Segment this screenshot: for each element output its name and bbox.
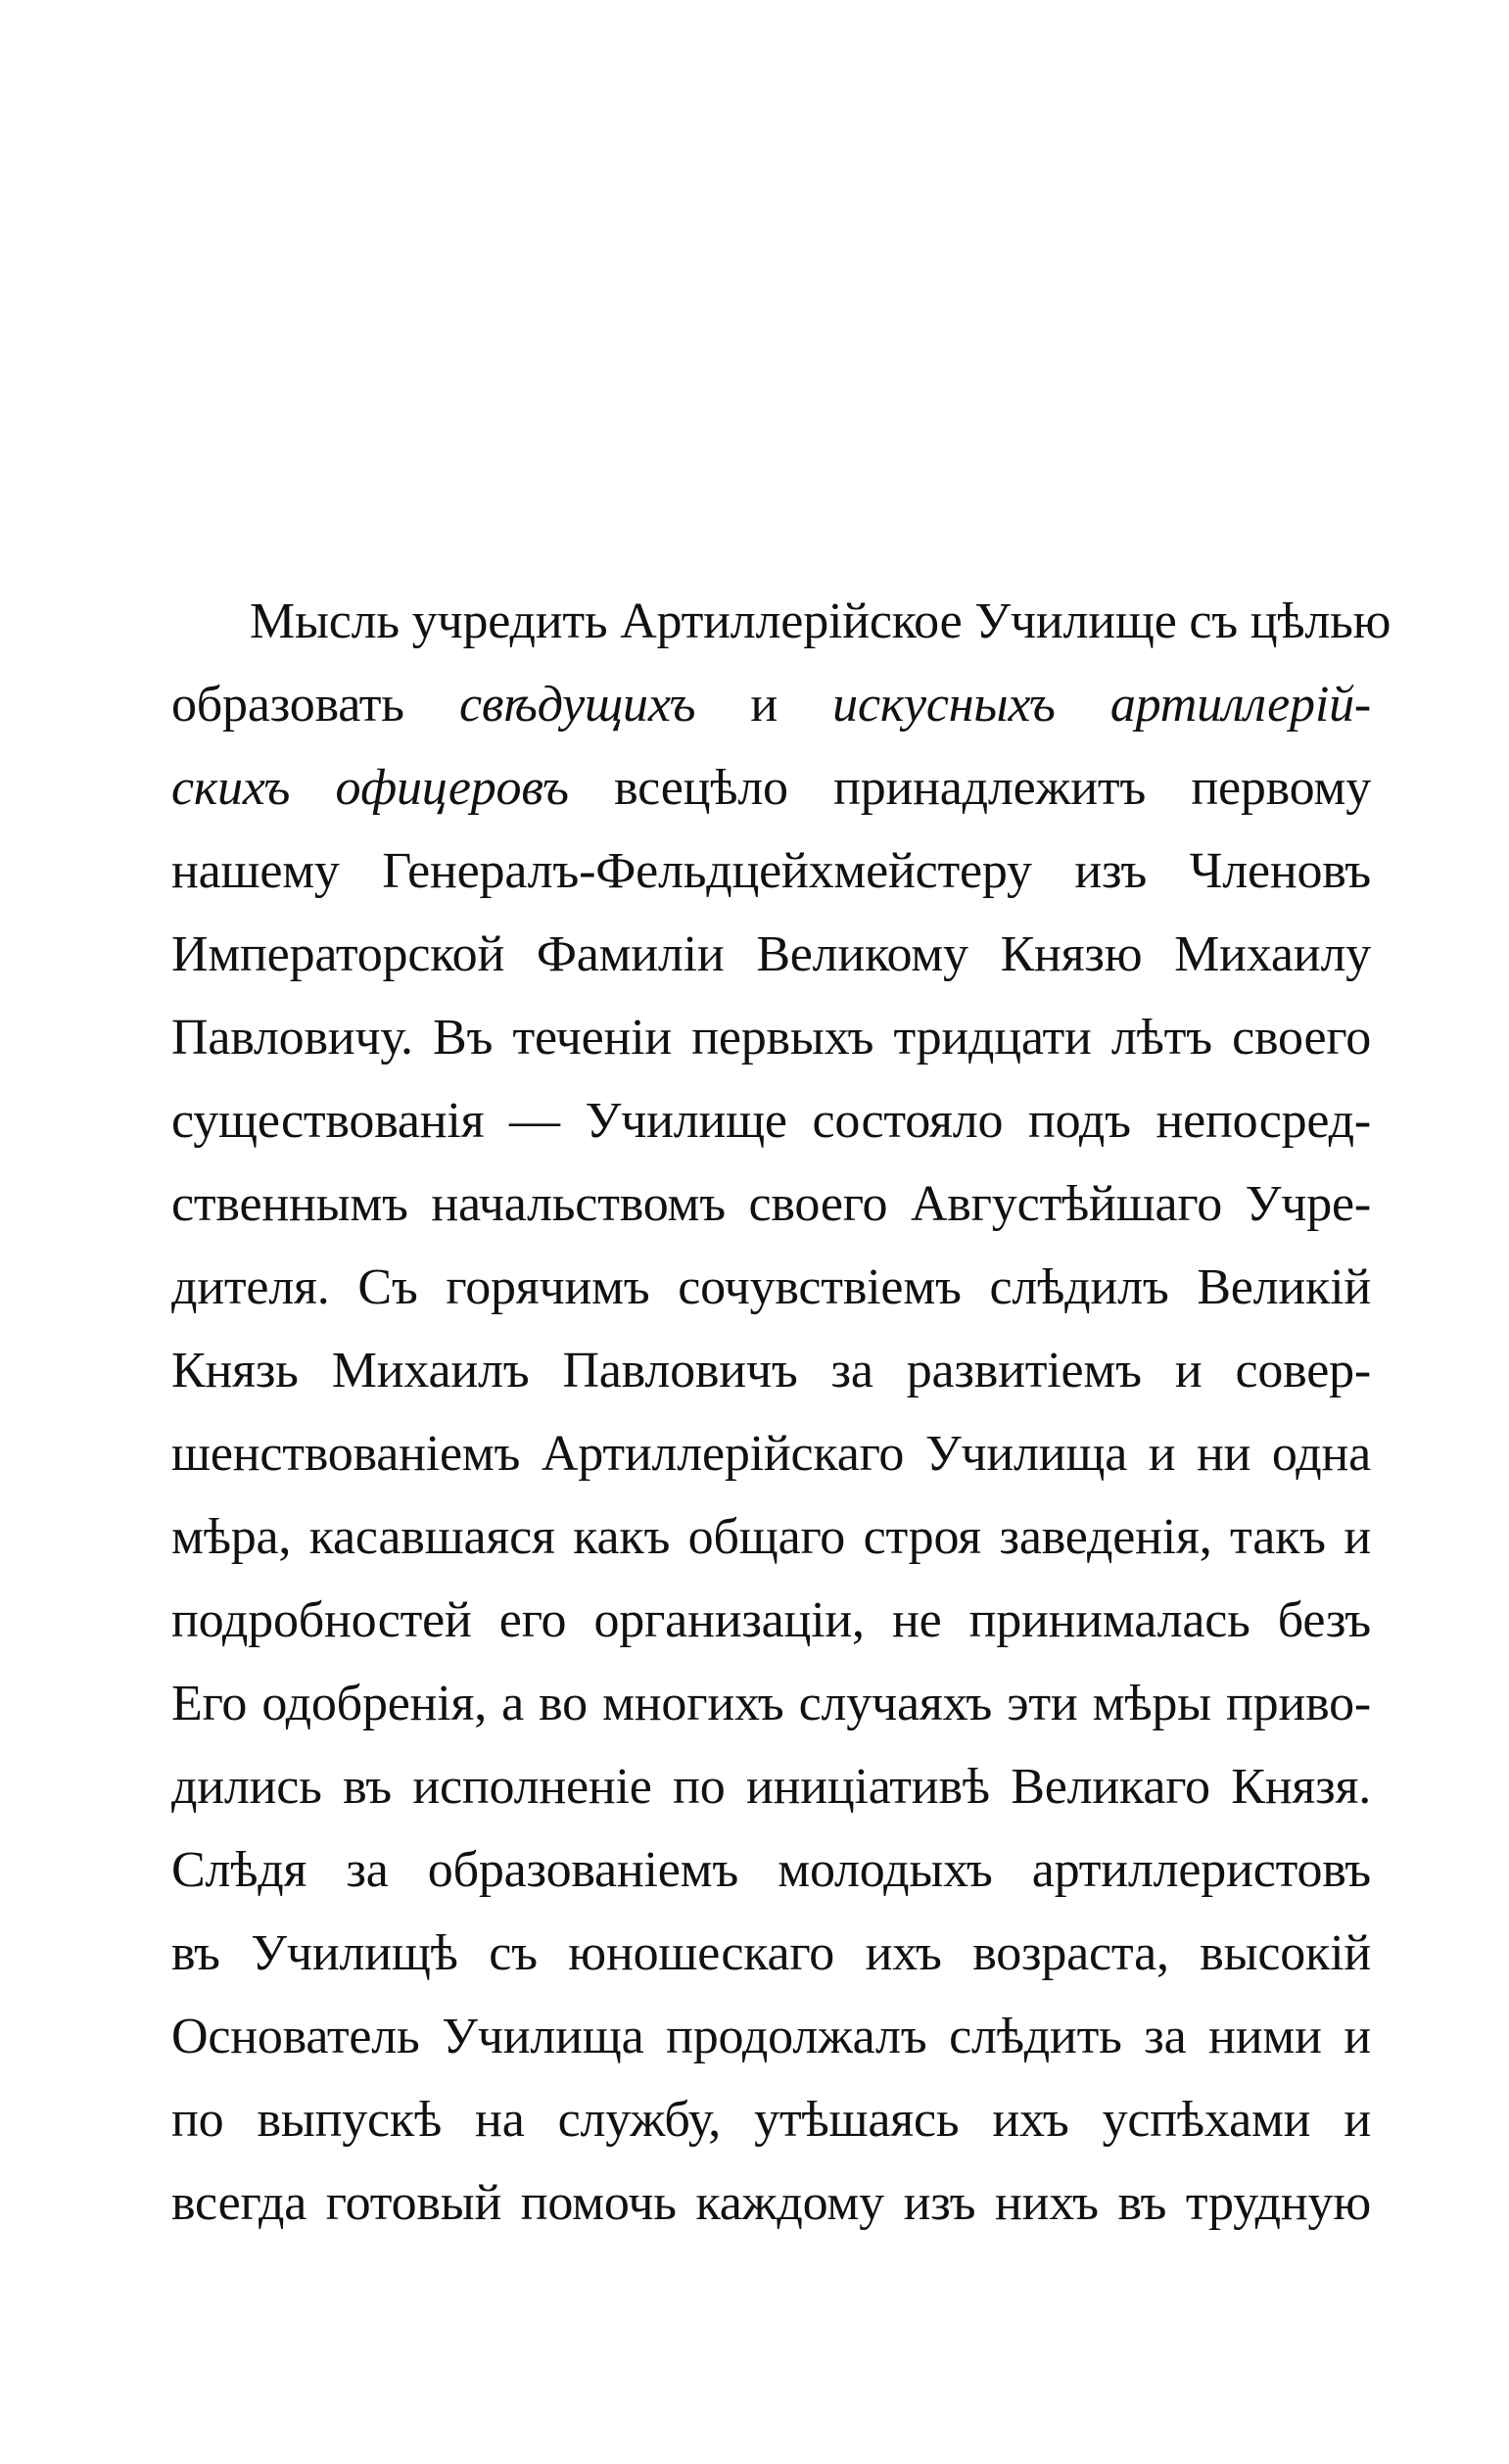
text-line: въ Училищѣ съ юношескаго ихъ возраста, высокій: [171, 1925, 1371, 1981]
text-line: ственнымъ начальствомъ своего Августѣйшаго Учре-: [171, 1176, 1371, 1232]
text-line: мѣра, касавшаяся какъ общаго строя заведенія, такъ и: [171, 1509, 1371, 1565]
text-line: дителя. Съ горячимъ сочувствіемъ слѣдилъ Великій: [171, 1259, 1371, 1315]
text-line: Императорской Фамиліи Великому Князю Михаилу: [171, 926, 1371, 982]
italic-phrase: искусныхъ артиллерій-: [832, 677, 1372, 733]
text-line: нашему Генералъ-Фельдцейхмейстеру изъ Членовъ: [171, 843, 1371, 899]
text-line: существованія — Училище состояло подъ непосред-: [171, 1093, 1371, 1149]
text-line: шенствованіемъ Артиллерійскаго Училища и ни одна: [171, 1426, 1371, 1482]
text-line: подробностей его организаціи, не принималась безъ: [171, 1592, 1371, 1648]
text-line: Основатель Училища продолжалъ слѣдить за ними и: [171, 2009, 1371, 2064]
text-line: Слѣдя за образованіемъ молодыхъ артиллеристовъ: [171, 1842, 1371, 1898]
body-paragraph: [171, 580, 1391, 2245]
text-line: Мысль учредить Артиллерійское Училище съ цѣлью: [250, 593, 1391, 649]
text-line: дились въ исполненіе по иниціативѣ Великаго Князя.: [171, 1759, 1371, 1815]
text-line: Князь Михаилъ Павловичъ за развитіемъ и совер-: [171, 1343, 1371, 1398]
text-line: Павловичу. Въ теченіи первыхъ тридцати лѣтъ своего: [171, 1010, 1371, 1066]
text-line: скихъ офицеровъ всецѣло принадлежитъ первому: [171, 760, 1371, 816]
text-line: образовать свѣдущихъ и искусныхъ артиллерій-: [171, 677, 1372, 733]
text-line: Его одобренія, а во многихъ случаяхъ эти мѣры приво-: [171, 1676, 1371, 1731]
italic-phrase: скихъ офицеровъ: [171, 760, 569, 816]
text-line: по выпускѣ на службу, утѣшаясь ихъ успѣхами и: [171, 2092, 1371, 2148]
text-line: всегда готовый помочь каждому изъ нихъ въ трудную: [171, 2175, 1371, 2231]
italic-phrase: свѣдущихъ: [458, 677, 696, 733]
